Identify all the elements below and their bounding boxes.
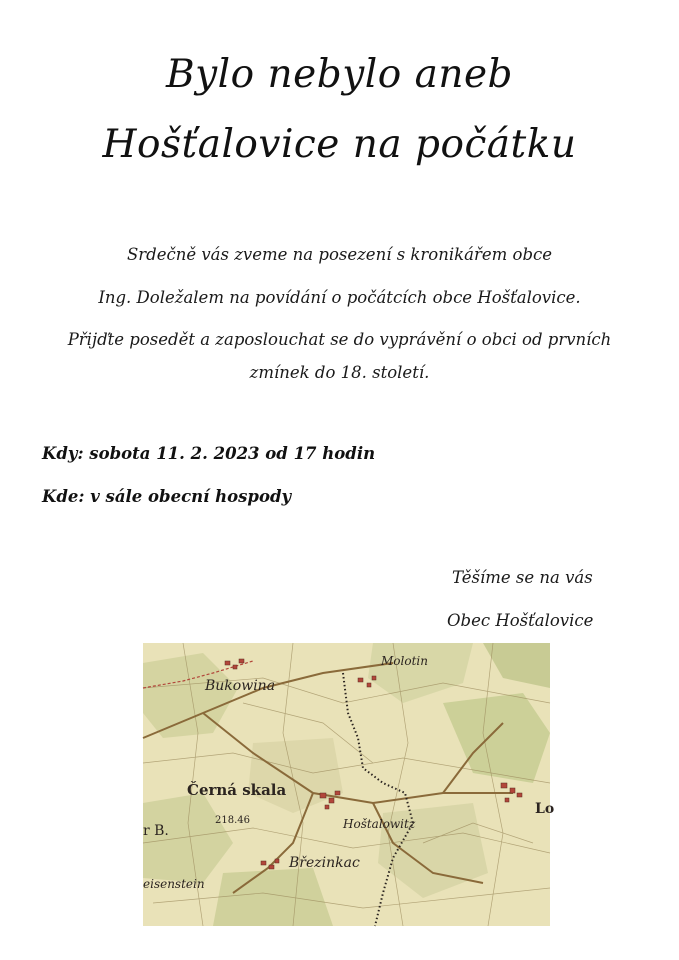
map-label-eisenstein: eisenstein xyxy=(143,877,205,891)
signature-municipality: Obec Hošťalovice xyxy=(447,611,594,630)
event-title-line-2: Hošťalovice na počátku xyxy=(102,122,577,167)
map-label-molotin: Molotin xyxy=(381,654,428,668)
invitation-line-4: zmínek do 18. století. xyxy=(249,363,430,382)
event-date-time: Kdy: sobota 11. 2. 2023 od 17 hodin xyxy=(42,444,376,463)
invitation-line-1: Srdečně vás zveme na posezení s kronikářem obce xyxy=(126,245,553,264)
invitation-line-2: Ing. Doležalem na povídání o počátcích obce Hošťalovice. xyxy=(98,288,581,307)
map-label-cerna-skala: Černá skala xyxy=(187,781,287,799)
map-svg xyxy=(143,643,555,926)
map-field-patch xyxy=(213,868,333,926)
event-location: Kde: v sále obecní hospody xyxy=(42,487,292,506)
signature-greeting: Těšíme se na vás xyxy=(452,568,593,587)
map-label-brezinkac: Březinkac xyxy=(289,855,360,871)
event-title-line-1: Bylo nebylo aneb xyxy=(165,52,513,97)
invitation-line-3: Přijďte posedět a zaposlouchat se do vyprávění o obci od prvních xyxy=(67,330,612,349)
map-label-elevation: 218.46 xyxy=(215,815,250,826)
historical-map xyxy=(143,643,555,926)
map-label-edge: Lo xyxy=(535,801,555,817)
map-label-rb: r B. xyxy=(143,823,169,839)
map-label-bukowina: Bukowina xyxy=(205,678,276,694)
map-label-hostalowitz: Hoštalowitz xyxy=(343,817,416,831)
